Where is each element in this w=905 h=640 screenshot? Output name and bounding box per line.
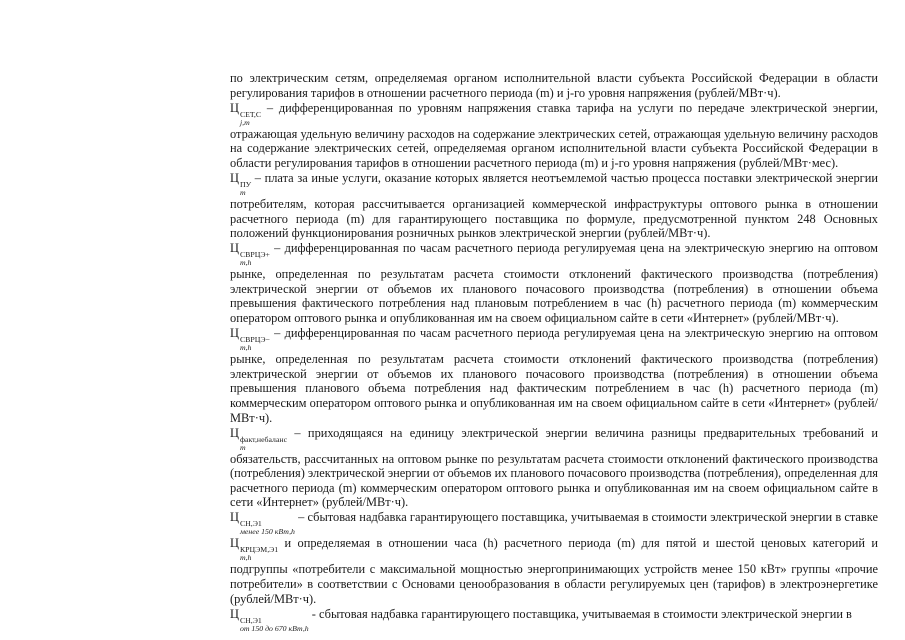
formula-symbol: Ц СН,Э1 менее 150 кВт,h [230, 510, 295, 537]
inline-formula-symbol: Ц КРЦЭМ,Э1 m,h [230, 536, 279, 563]
definition-text: – дифференцированная по часам расчетного периода регулируемая цена на электрическую энергию на оптовом рынке, определенная по результатам расчета стоимости отклонений фактического производства (потребления) электрической энергии от объемов их планового почасового производства (потребления) в отношении объема превышения фактического потребления над плановым потреблением в час (h) расчетного периода (m) коммерческим оператором оптового рынка и опубликованная им на своем официальном сайте в сети «Интернет» (рублей/МВт·ч). [230, 241, 878, 326]
definition-svrce-minus [230, 326, 878, 425]
paragraph-continuation [230, 71, 878, 100]
definition-text-before: – сбытовая надбавка гарантирующего поставщика, учитываемая в стоимости электрической энергии в ставке [294, 510, 878, 525]
definition-text: – плата за иные услуги, оказание которых является неотъемлемой частью процесса поставки электрической энергии потребителям, которая рассчитывается организацией коммерческой инфраструктуры оптового рынка в отношении расчетного периода (m) для гарантирующего поставщика по формуле, предусмотренной пунктом 248 Основных положений функционирования розничных рынков электрической энергии (рублей/МВт·ч). [230, 170, 878, 241]
formula-symbol: Ц СН,Э1 от 150 до 670 кВт,h [230, 606, 309, 633]
paragraph-text: по электрическим сетям, определяемая органом исполнительной власти субъекта Российской Федерации в области регулирования тарифов в отношении расчетного периода (m) и j-го уровня напряжения (рублей/МВт·ч). [230, 71, 878, 100]
formula-symbol: Ц СЕТ,С j,m [230, 100, 262, 127]
definition-markup-150-670 [230, 607, 878, 633]
definition-text: – приходящаяся на единицу электрической энергии величина разницы предварительных требований и обязательств, рассчитанных на оптовом рынке по результатам расчета стоимости отклонений фактического производства (потребления) электрической энергии от объемов их планового почасового производства (потребления), определенная для расчетного периода (m) коммерческим оператором оптового рынка и опубликованная им на своем официальном сайте в сети «Интернет» (рублей/МВт·ч). [230, 425, 878, 510]
definition-other-services-fee [230, 171, 878, 241]
definition-grid-tariff-rate [230, 101, 878, 171]
definition-markup-under-150 [230, 510, 878, 606]
formula-symbol: Ц ПУ m [230, 170, 252, 197]
definition-imbalance [230, 426, 878, 510]
formula-symbol: Ц СВРЦЭ− m,h [230, 326, 270, 353]
document-page [230, 71, 878, 633]
definition-svrce-plus [230, 241, 878, 325]
formula-symbol: Ц СВРЦЭ+ m,h [230, 241, 270, 268]
definition-text: – дифференцированная по уровням напряжения ставка тарифа на услуги по передаче электрической энергии, отражающая удельную величину расходов на содержание электрических сетей, отражающая удельную величину расходов на содержание электрических сетей, определяемая органом исполнительной власти субъекта Российской Федерации в области регулирования тарифов в отношении расчетного периода (m) и j-го уровня напряжения (рублей/МВт·мес). [230, 100, 878, 170]
definition-text: и определяемая в отношении часа (h) расчетного периода (m) для пятой и шестой ценовых категорий и подгруппы «потребители с максимальной мощностью энергопринимающих устройств менее 150 кВт» группы «прочие потребители» в соответствии с Основами ценообразования в области регулируемых цен (тарифов) в электроэнергетике (рублей/МВт·ч). [230, 536, 878, 606]
formula-symbol: Ц факт,небаланс m [230, 425, 288, 452]
definition-text: - сбытовая надбавка гарантирующего поставщика, учитываемая в стоимости электрической энергии в [308, 606, 852, 621]
definition-text: – дифференцированная по часам расчетного периода регулируемая цена на электрическую энергию на оптовом рынке, определенная по результатам расчета стоимости отклонений фактического производства (потребления) электрической энергии от объемов их планового почасового производства (потребления) в отношении объема превышения планового объема потребления над фактическим потреблением в час (h) расчетного периода (m) коммерческим оператором оптового рынка и опубликованная им на своем официальном сайте в сети «Интернет» (рублей/МВт·ч). [230, 326, 878, 425]
